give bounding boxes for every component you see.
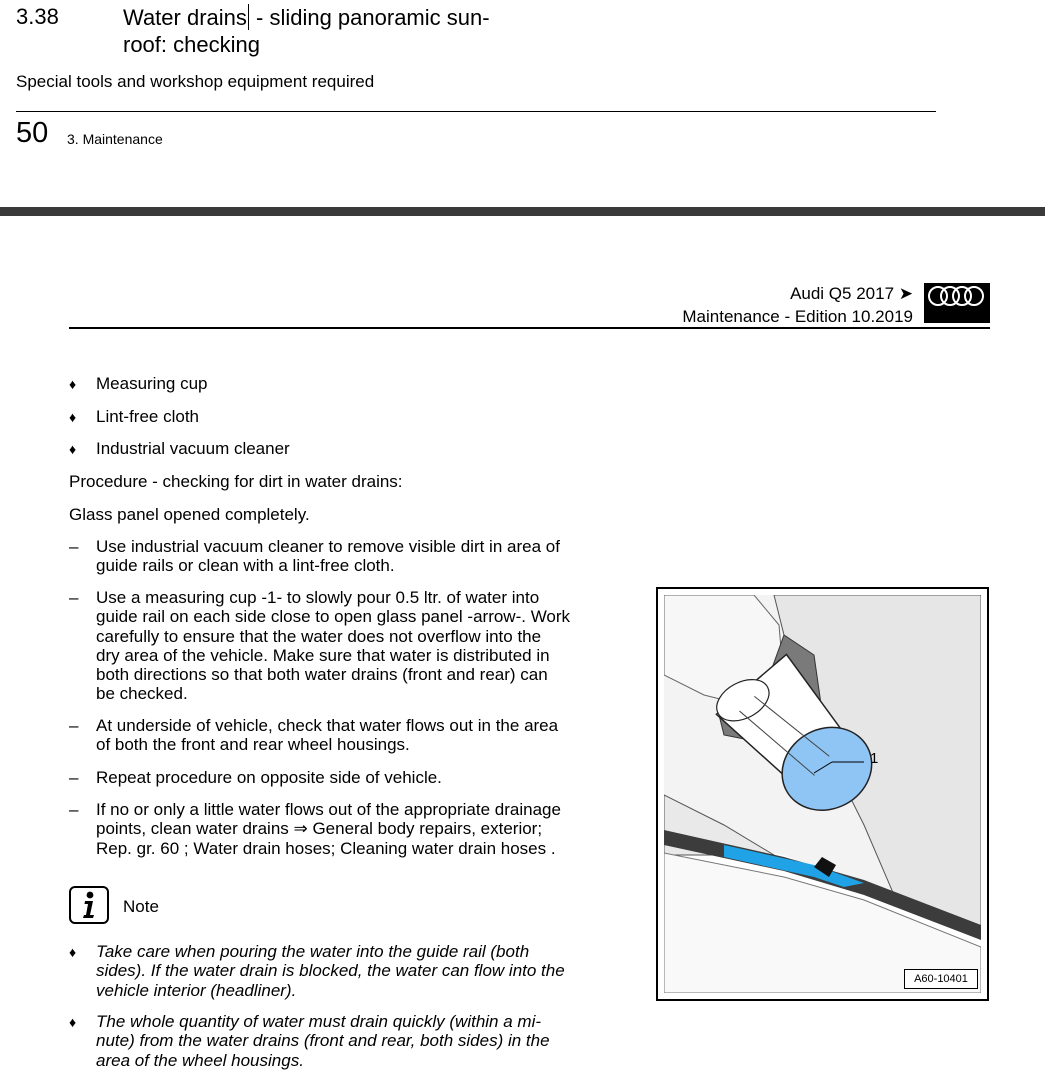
step-line: points, clean water drains ⇒ General body repairs, exterior;: [96, 819, 543, 839]
audi-rings-icon: [924, 283, 990, 323]
header-rule: [69, 327, 990, 329]
section-title-line2: roof: checking: [123, 32, 260, 57]
step-line: carefully to ensure that the water does not overflow into the: [96, 626, 542, 646]
dash-icon: –: [69, 800, 79, 819]
step-line: Repeat procedure on opposite side of vehicle.: [96, 768, 442, 787]
note-line: vehicle interior (headliner).: [96, 980, 297, 1000]
info-icon: [69, 886, 109, 924]
tool-item: Measuring cup: [96, 374, 208, 393]
procedure-step: [96, 768, 626, 787]
step-line: both directions so that both water drains (front and rear) can: [96, 665, 548, 685]
procedure-step: [96, 537, 626, 576]
callout-label: 1: [870, 750, 879, 767]
step-line: be checked.: [96, 684, 188, 704]
step-line: If no or only a little water flows out of the appropriate drainage: [96, 800, 561, 819]
page-number: 50: [16, 117, 49, 149]
note-line: area of the wheel housings.: [96, 1050, 304, 1070]
section-title: [123, 4, 583, 58]
step-line: At underside of vehicle, check that water flows out in the area: [96, 716, 559, 735]
dash-icon: –: [69, 716, 79, 735]
precondition-text: Glass panel opened completely.: [69, 505, 310, 524]
step-line: of both the front and rear wheel housings.: [96, 735, 410, 755]
note-line: nute) from the water drains (front and rear, both sides) in the: [96, 1031, 550, 1051]
procedure-step: [96, 588, 626, 704]
special-tools-heading: Special tools and workshop equipment required: [16, 72, 375, 91]
header-edition: Maintenance - Edition 10.2019: [682, 307, 913, 326]
text-cursor: [248, 4, 249, 30]
procedure-step: [96, 716, 626, 755]
procedure-step: [96, 800, 626, 858]
figure-illustration: [664, 595, 981, 993]
page-separator: [0, 207, 1045, 216]
bullet-icon: ♦: [69, 441, 77, 457]
chapter-label: 3. Maintenance: [67, 131, 163, 147]
note-line: Take care when pouring the water into the guide rail (both: [96, 942, 530, 961]
section-title-part2: - sliding panoramic sun-: [249, 5, 490, 30]
figure-id: A60-10401: [904, 969, 978, 989]
note-item: [96, 942, 626, 1000]
note-line: sides). If the water drain is blocked, the water can flow into the: [96, 961, 565, 981]
step-line: guide rails or clean with a lint-free cloth.: [96, 556, 395, 576]
note-item: [96, 1012, 626, 1070]
bullet-icon: ♦: [69, 376, 77, 392]
info-glyph-icon: [71, 888, 107, 922]
tool-item: Industrial vacuum cleaner: [96, 439, 290, 458]
section-number: 3.38: [16, 4, 59, 29]
step-line: dry area of the vehicle. Make sure that water is distributed in: [96, 645, 550, 665]
note-label: Note: [123, 897, 159, 916]
header-model: Audi Q5 2017 ➤: [790, 284, 913, 303]
measuring-cup-illustration: [664, 595, 981, 993]
tool-item: Lint-free cloth: [96, 407, 199, 426]
step-line: Rep. gr. 60 ; Water drain hoses; Cleaning water drain hoses .: [96, 838, 556, 858]
bullet-icon: ♦: [69, 944, 77, 960]
procedure-heading: Procedure - checking for dirt in water drains:: [69, 472, 403, 491]
dash-icon: –: [69, 537, 79, 556]
step-line: guide rail on each side close to open glass panel -arrow-. Work: [96, 607, 571, 627]
bullet-icon: ♦: [69, 1014, 77, 1030]
figure-water-drain: [656, 587, 989, 1001]
dash-icon: –: [69, 588, 79, 607]
dash-icon: –: [69, 768, 79, 787]
note-line: The whole quantity of water must drain quickly (within a mi-: [96, 1012, 542, 1031]
audi-logo: [924, 283, 990, 323]
step-line: Use industrial vacuum cleaner to remove visible dirt in area of: [96, 537, 560, 556]
bullet-icon: ♦: [69, 409, 77, 425]
section-title-part1: Water drains: [123, 5, 247, 30]
footer-rule: [16, 111, 936, 112]
step-line: Use a measuring cup -1- to slowly pour 0.5 ltr. of water into: [96, 588, 540, 607]
